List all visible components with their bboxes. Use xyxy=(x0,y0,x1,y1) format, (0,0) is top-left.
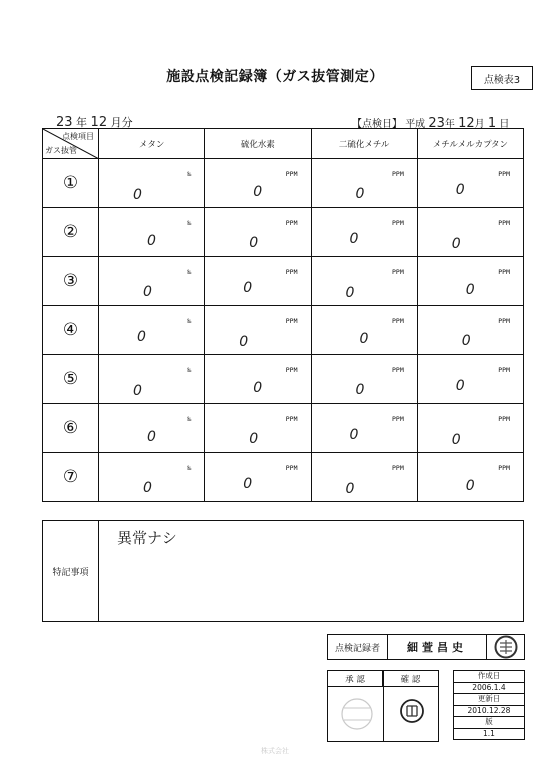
inspection-date-label: 【点検日】 xyxy=(352,119,402,130)
updated-date-label: 更新日 xyxy=(454,694,524,706)
unit-label: ‰ xyxy=(187,219,192,227)
unit-label: PPM xyxy=(392,366,404,374)
measured-value: 0 xyxy=(461,333,471,349)
cell-hydrogen-sulfide xyxy=(205,306,311,355)
faded-date-stamp-icon xyxy=(340,695,374,733)
cell-hydrogen-sulfide xyxy=(205,355,311,404)
measured-value: 0 xyxy=(147,429,156,445)
unit-label: PPM xyxy=(392,317,404,325)
unit-label: PPM xyxy=(285,464,298,472)
measured-value: 0 xyxy=(355,382,365,398)
measured-value: 0 xyxy=(345,481,355,497)
cell-hydrogen-sulfide xyxy=(205,208,311,257)
measured-value: 0 xyxy=(355,186,365,202)
measured-value: 0 xyxy=(239,334,249,350)
unit-label: PPM xyxy=(392,219,404,227)
unit-label: PPM xyxy=(498,366,510,374)
unit-label: PPM xyxy=(498,415,510,423)
measured-value: 0 xyxy=(133,383,142,399)
inspection-month: 12 xyxy=(458,116,475,131)
table-row xyxy=(43,355,524,404)
cell-hydrogen-sulfide xyxy=(205,257,311,306)
measured-value: 0 xyxy=(137,329,146,345)
unit-label: ‰ xyxy=(187,317,192,325)
measured-value: 0 xyxy=(249,431,259,447)
recorder-label: 点検記録者 xyxy=(328,635,388,659)
pipe-number: ④ xyxy=(43,306,99,355)
table-row xyxy=(43,306,524,355)
unit-label: PPM xyxy=(285,268,298,276)
unit-label: ‰ xyxy=(187,366,192,374)
unit-label: ‰ xyxy=(187,415,192,423)
updated-date-value: 2010.12.28 xyxy=(454,706,524,718)
cell-methyl-mercaptan xyxy=(417,453,523,502)
unit-label: PPM xyxy=(392,464,404,472)
unit-label: ‰ xyxy=(187,170,192,178)
revision-history-box xyxy=(453,670,525,740)
unit-label: PPM xyxy=(498,464,510,472)
special-notes-section xyxy=(42,520,524,622)
unit-label: PPM xyxy=(285,366,298,374)
inspection-month-label: 月 xyxy=(474,119,485,130)
cell-methyl-mercaptan xyxy=(417,159,523,208)
unit-label: PPM xyxy=(392,170,404,178)
pipe-number: ③ xyxy=(43,257,99,306)
measured-value: 0 xyxy=(133,187,142,203)
table-row xyxy=(43,208,524,257)
recorder-seal-stamp xyxy=(487,635,524,659)
measured-value: 0 xyxy=(465,282,475,298)
seal-stamp-icon xyxy=(492,635,520,659)
gas-measurement-table xyxy=(42,128,524,502)
unit-label: PPM xyxy=(392,415,404,423)
cell-methane xyxy=(99,257,205,306)
measured-value: 0 xyxy=(243,476,253,492)
inspection-day: 1 xyxy=(487,116,497,131)
measured-value: 0 xyxy=(253,184,263,200)
pipe-number: ⑤ xyxy=(43,355,99,404)
measured-value: 0 xyxy=(359,331,369,347)
measured-value: 0 xyxy=(451,236,461,252)
table-row xyxy=(43,404,524,453)
column-header-methane: メタン xyxy=(99,129,205,159)
cell-hydrogen-sulfide xyxy=(205,404,311,453)
table-row xyxy=(43,159,524,208)
recorder-box xyxy=(327,634,525,660)
unit-label: PPM xyxy=(285,219,298,227)
table-header-row xyxy=(43,129,524,159)
pipe-number: ② xyxy=(43,208,99,257)
unit-label: PPM xyxy=(285,170,298,178)
cell-methane xyxy=(99,159,205,208)
confirmation-seal-icon xyxy=(398,697,426,725)
approval-header: 承 認 xyxy=(328,671,383,687)
unit-label: ‰ xyxy=(187,464,192,472)
measured-value: 0 xyxy=(143,284,152,300)
unit-label: PPM xyxy=(285,317,298,325)
unit-label: PPM xyxy=(285,415,298,423)
period-year: 23 xyxy=(56,115,73,130)
period-month: 12 xyxy=(90,115,108,130)
corner-label-pipes: ガス抜管 xyxy=(45,146,77,155)
cell-methane xyxy=(99,355,205,404)
table-corner-cell xyxy=(43,129,99,159)
form-id-box: 点検表3 xyxy=(471,66,533,90)
recorder-name: 細萱昌史 xyxy=(388,635,487,659)
inspection-year: 23 xyxy=(428,116,445,131)
pipe-number: ⑥ xyxy=(43,404,99,453)
cell-dimethyl-disulfide xyxy=(311,453,417,502)
cell-methyl-mercaptan xyxy=(417,208,523,257)
measured-value: 0 xyxy=(243,280,253,296)
column-header-methyl-mercaptan: メチルメルカプタン xyxy=(417,129,523,159)
unit-label: PPM xyxy=(498,219,510,227)
table-row xyxy=(43,453,524,502)
cell-dimethyl-disulfide xyxy=(311,159,417,208)
unit-label: PPM xyxy=(392,268,404,276)
approval-divider xyxy=(383,671,384,741)
special-notes-text: 異常ナシ xyxy=(117,529,177,547)
special-notes-label: 特記事項 xyxy=(43,521,99,621)
cell-dimethyl-disulfide xyxy=(311,208,417,257)
footer-company-text: 株式会社 xyxy=(261,747,289,755)
cell-methane xyxy=(99,404,205,453)
cell-dimethyl-disulfide xyxy=(311,404,417,453)
unit-label: PPM xyxy=(498,317,510,325)
corner-label-items: 点検項目 xyxy=(62,132,94,141)
table-row xyxy=(43,257,524,306)
inspection-day-label: 日 xyxy=(499,119,510,130)
pipe-number: ⑦ xyxy=(43,453,99,502)
confirmation-header: 確 認 xyxy=(383,671,438,687)
version-label: 版 xyxy=(454,717,524,729)
period-year-label: 年 xyxy=(76,116,88,129)
document-title: 施設点検記録簿（ガス抜管測定） xyxy=(166,69,384,85)
column-header-hydrogen-sulfide: 硫化水素 xyxy=(205,129,311,159)
measured-value: 0 xyxy=(349,427,359,443)
cell-methyl-mercaptan xyxy=(417,257,523,306)
measured-value: 0 xyxy=(143,480,152,496)
cell-dimethyl-disulfide xyxy=(311,306,417,355)
measured-value: 0 xyxy=(451,432,461,448)
measured-value: 0 xyxy=(345,285,355,301)
confirmation-seal-stamp xyxy=(398,697,426,729)
cell-hydrogen-sulfide xyxy=(205,453,311,502)
measured-value: 0 xyxy=(253,380,263,396)
created-date-label: 作成日 xyxy=(454,671,524,683)
unit-label: ‰ xyxy=(187,268,192,276)
version-value: 1.1 xyxy=(483,728,495,738)
approval-box xyxy=(327,670,439,742)
cell-methyl-mercaptan xyxy=(417,306,523,355)
cell-methane xyxy=(99,306,205,355)
cell-methane xyxy=(99,208,205,257)
unit-label: PPM xyxy=(498,268,510,276)
column-header-dimethyl-disulfide: 二硫化メチル xyxy=(311,129,417,159)
measured-value: 0 xyxy=(147,233,156,249)
measured-value: 0 xyxy=(455,378,465,394)
period-month-label: 月分 xyxy=(110,116,133,129)
measured-value: 0 xyxy=(349,231,359,247)
cell-methyl-mercaptan xyxy=(417,404,523,453)
approval-date-stamp xyxy=(340,695,374,737)
cell-hydrogen-sulfide xyxy=(205,159,311,208)
cell-methane xyxy=(99,453,205,502)
inspection-era: 平成 xyxy=(405,119,426,130)
pipe-number: ① xyxy=(43,159,99,208)
measured-value: 0 xyxy=(465,478,475,494)
cell-methyl-mercaptan xyxy=(417,355,523,404)
unit-label: PPM xyxy=(498,170,510,178)
measured-value: 0 xyxy=(249,235,259,251)
cell-dimethyl-disulfide xyxy=(311,355,417,404)
created-date-value: 2006.1.4 xyxy=(454,683,524,695)
inspection-year-label: 年 xyxy=(444,119,455,130)
measured-value: 0 xyxy=(455,182,465,198)
cell-dimethyl-disulfide xyxy=(311,257,417,306)
